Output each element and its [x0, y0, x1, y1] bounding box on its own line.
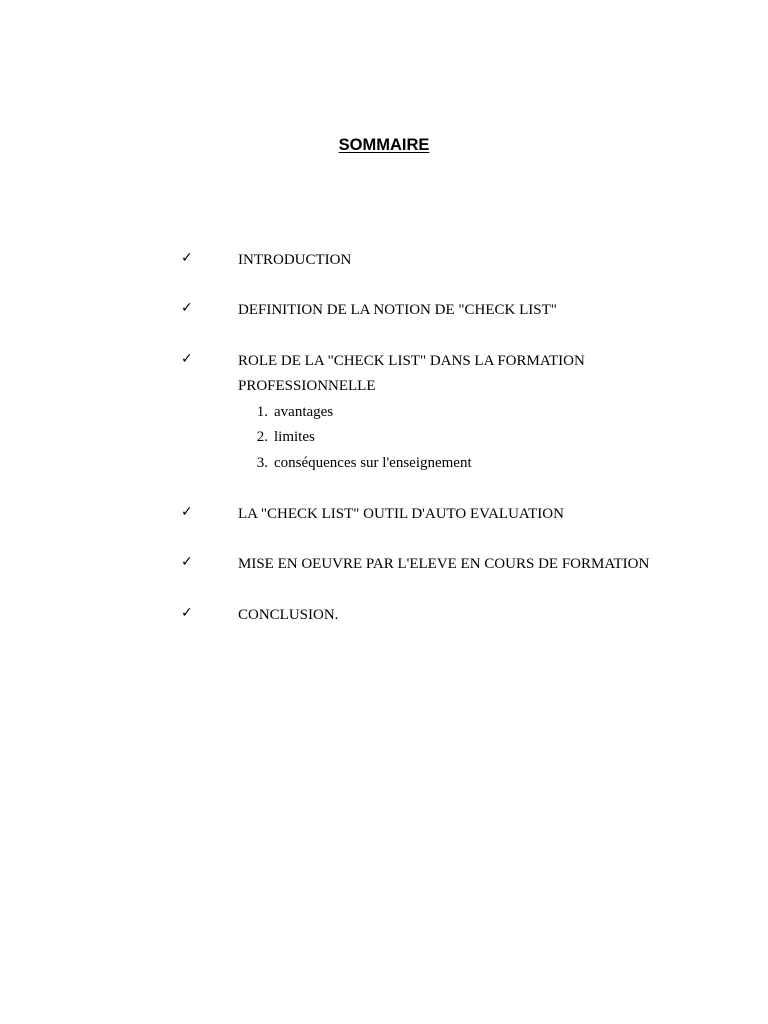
checkmark-icon: ✓ [181, 504, 193, 520]
checkmark-icon: ✓ [181, 605, 193, 621]
toc-subitem-label: limites [274, 429, 315, 445]
toc-subitem [238, 400, 333, 425]
toc-item-label: LA "CHECK LIST" OUTIL D'AUTO EVALUATION [238, 506, 564, 522]
checkmark-icon: ✓ [181, 554, 193, 570]
toc-item-label: MISE EN OEUVRE PAR L'ELEVE EN COURS DE FORMATION [238, 556, 650, 572]
checkmark-icon: ✓ [181, 351, 193, 367]
toc-subitem-label: conséquences sur l'enseignement [274, 455, 472, 471]
checkmark-icon: ✓ [181, 300, 193, 316]
toc-subitem-label: avantages [274, 404, 334, 420]
toc-item-label: ROLE DE LA "CHECK LIST" DANS LA FORMATION PROFESSIONNELLE [238, 353, 585, 394]
toc-item-label: INTRODUCTION [238, 252, 352, 268]
toc-item-label: CONCLUSION. [238, 607, 339, 623]
toc-subitem-number: 3. [256, 455, 268, 471]
toc-subitem [238, 451, 472, 476]
page-title: SOMMAIRE [338, 136, 430, 154]
toc-subitem-number: 1. [256, 404, 268, 420]
checkmark-icon: ✓ [181, 250, 193, 266]
toc-item-label: DEFINITION DE LA NOTION DE "CHECK LIST" [238, 302, 557, 318]
toc-subitem [238, 425, 315, 450]
toc-subitem-number: 2. [256, 429, 268, 445]
